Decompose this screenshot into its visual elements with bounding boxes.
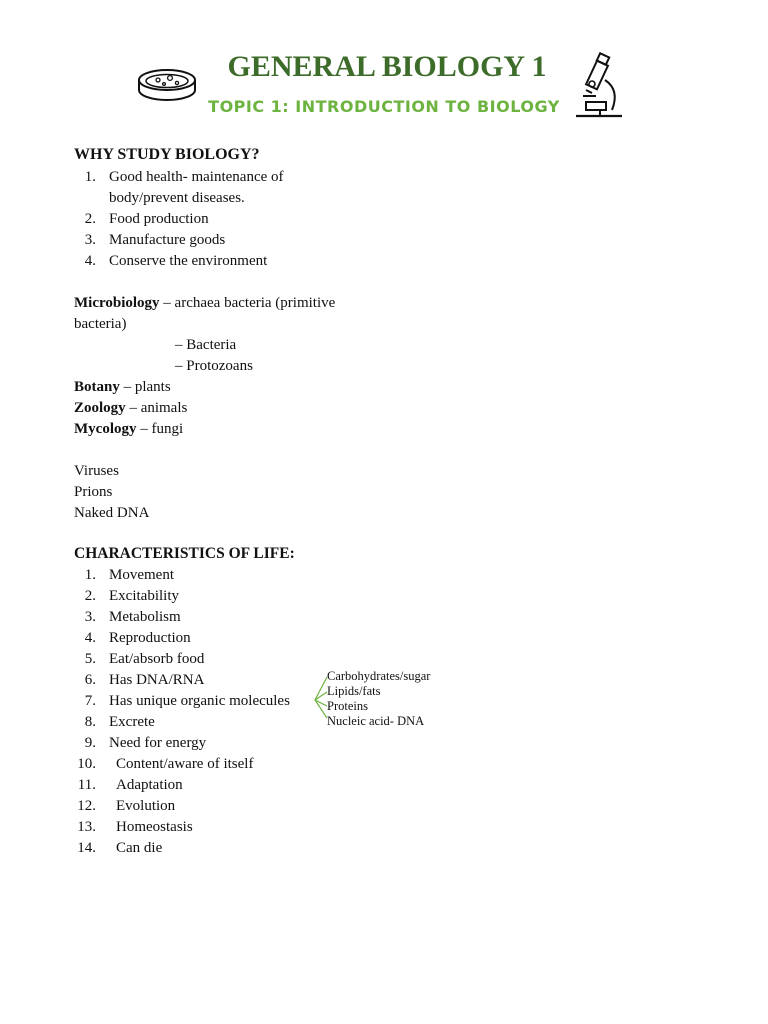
list-item — [74, 167, 404, 209]
list-number: 3. — [84, 232, 96, 248]
microbiology-description: – archaea bacteria (primitive — [159, 295, 336, 311]
page-title: GENERAL BIOLOGY 1 — [227, 50, 547, 83]
botany-description: – plants — [119, 379, 171, 395]
list-number: 8. — [84, 714, 96, 730]
list-item — [74, 607, 334, 628]
list-item-text: Movement — [109, 567, 174, 583]
list-item — [74, 586, 334, 607]
microbiology-definition-continued: bacteria) — [74, 316, 127, 332]
list-item-text: Has DNA/RNA — [109, 672, 205, 688]
list-item-text: Excrete — [109, 714, 155, 730]
list-item — [74, 628, 334, 649]
list-item — [74, 775, 334, 796]
list-number: 10. — [77, 756, 96, 772]
list-item — [74, 733, 334, 754]
list-item-text: Good health- maintenance of — [109, 169, 284, 185]
list-item-text: Food production — [109, 211, 209, 227]
list-item — [74, 649, 334, 670]
list-item-text: Reproduction — [109, 630, 191, 646]
botany-term: Botany — [74, 379, 120, 395]
list-item-text: Eat/absorb food — [109, 651, 205, 667]
list-item — [74, 691, 334, 712]
list-number: 1. — [84, 169, 96, 185]
botany-definition — [74, 377, 171, 398]
microscope-icon — [572, 52, 626, 122]
list-item-text: Conserve the environment — [109, 253, 268, 269]
list-number: 4. — [84, 253, 96, 269]
list-number: 5. — [84, 651, 96, 667]
zoology-term: Zoology — [74, 400, 126, 416]
list-item — [74, 817, 334, 838]
list-item-text-continued: body/prevent diseases. — [109, 190, 245, 206]
list-item-text: Need for energy — [109, 735, 207, 751]
characteristics-heading: CHARACTERISTICS OF LIFE: — [74, 545, 295, 562]
list-number: 6. — [84, 672, 96, 688]
list-item — [74, 230, 404, 251]
list-number: 4. — [84, 630, 96, 646]
list-item-text: Content/aware of itself — [116, 756, 254, 772]
list-number: 1. — [84, 567, 96, 583]
list-item — [74, 754, 334, 775]
list-number: 9. — [84, 735, 96, 751]
prions-text: Prions — [74, 484, 113, 500]
molecule-lipids: Lipids/fats — [327, 684, 381, 698]
list-item-text: Adaptation — [116, 777, 183, 793]
list-number: 13. — [77, 819, 96, 835]
list-item-text: Metabolism — [109, 609, 181, 625]
list-number: 11. — [77, 777, 96, 793]
list-item — [74, 209, 404, 230]
list-item — [74, 670, 334, 691]
list-number: 14. — [77, 840, 96, 856]
list-item-text: Can die — [116, 840, 163, 856]
list-item-text: Excitability — [109, 588, 179, 604]
list-item — [74, 838, 334, 859]
list-item-text: Has unique organic molecules — [109, 693, 290, 709]
list-item — [74, 796, 334, 817]
list-number: 12. — [77, 798, 96, 814]
molecule-carbohydrates: Carbohydrates/sugar — [327, 669, 431, 683]
page-subtitle: TOPIC 1: INTRODUCTION TO BIOLOGY — [208, 97, 560, 116]
mycology-term: Mycology — [74, 421, 137, 437]
list-number: 2. — [84, 211, 96, 227]
list-item-text: Homeostasis — [116, 819, 193, 835]
mycology-definition — [74, 419, 183, 440]
list-number: 7. — [84, 693, 96, 709]
list-number: 2. — [84, 588, 96, 604]
viruses-text: Viruses — [74, 463, 119, 479]
characteristics-list — [74, 565, 334, 859]
mycology-description: – fungi — [136, 421, 184, 437]
molecule-proteins: Proteins — [327, 699, 368, 713]
micro-subitem-protozoans: – Protozoans — [175, 358, 253, 374]
molecule-nucleic-acid: Nucleic acid- DNA — [327, 714, 425, 728]
list-item-text: Evolution — [116, 798, 176, 814]
list-item — [74, 712, 334, 733]
zoology-description: – animals — [125, 400, 188, 416]
micro-subitem-bacteria: – Bacteria — [175, 337, 237, 353]
microbiology-term: Microbiology — [74, 295, 160, 311]
microbiology-definition — [74, 293, 335, 314]
list-number: 3. — [84, 609, 96, 625]
naked-dna-text: Naked DNA — [74, 505, 150, 521]
zoology-definition — [74, 398, 187, 419]
why-study-heading: WHY STUDY BIOLOGY? — [74, 146, 260, 163]
list-item — [74, 565, 334, 586]
list-item-text: Manufacture goods — [109, 232, 226, 248]
list-item — [74, 251, 404, 272]
